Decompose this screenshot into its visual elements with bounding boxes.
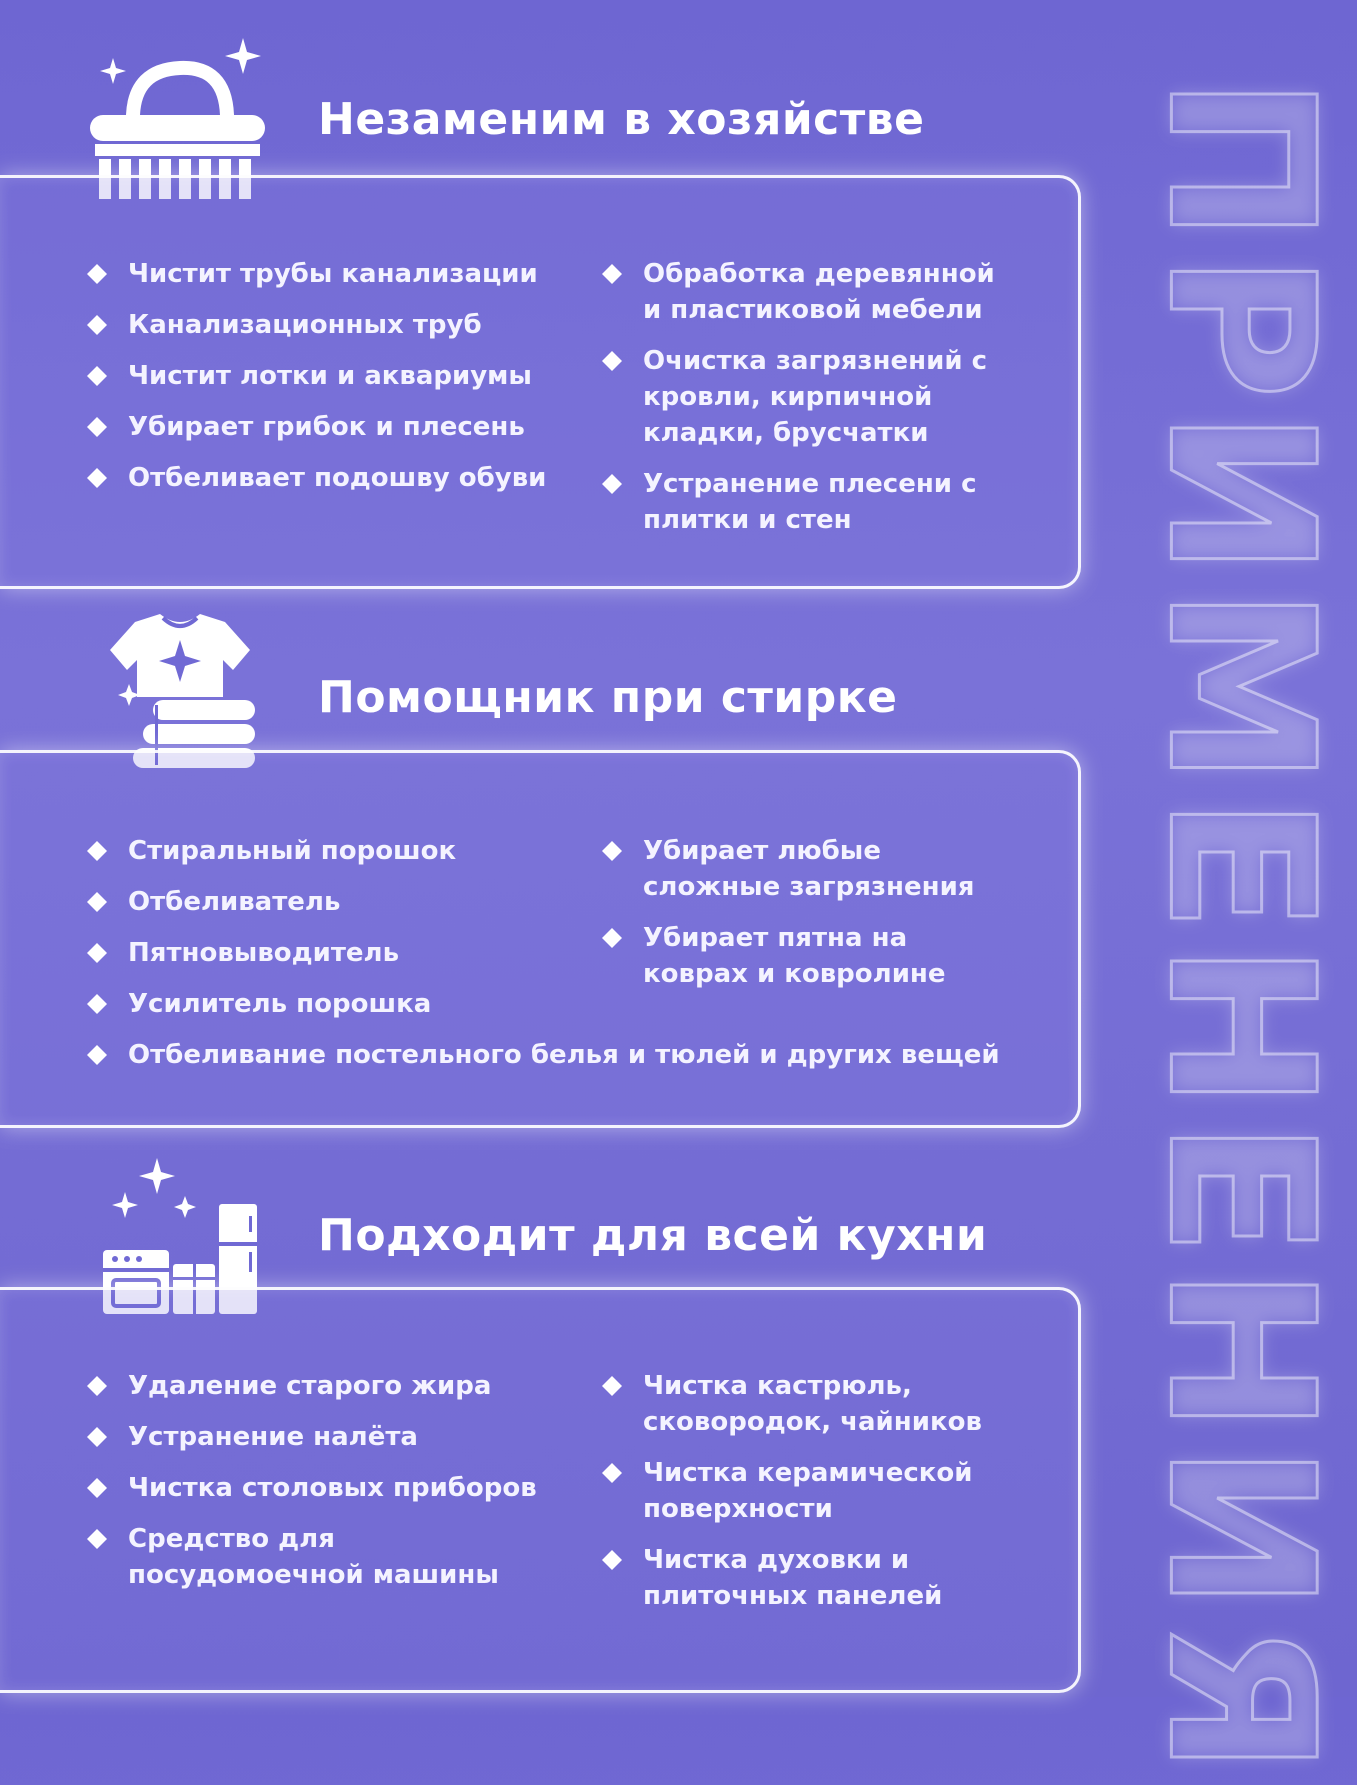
list-item: Пятновыводитель: [85, 935, 565, 971]
diamond-bullet-icon: [602, 264, 622, 284]
section-title: Незаменим в хозяйстве: [318, 94, 925, 145]
right-column: [600, 833, 1020, 1007]
left-column: [85, 256, 565, 511]
list-item: Канализационных труб: [85, 307, 565, 343]
vertical-decorative-word: [1123, 75, 1357, 1785]
left-column: [85, 1368, 565, 1608]
diamond-bullet-icon: [602, 1550, 622, 1570]
diamond-bullet-icon: [87, 943, 107, 963]
diamond-bullet-icon: [87, 264, 107, 284]
diamond-bullet-icon: [87, 1045, 107, 1065]
list-item: Чистит трубы канализации: [85, 256, 565, 292]
list-item: Средство для посудомоечной машины: [85, 1521, 508, 1593]
list-item: Чистка керамической поверхности: [600, 1455, 1020, 1527]
list-item: Убирает пятна на коврах и ковролине: [600, 920, 1020, 992]
diamond-bullet-icon: [87, 1376, 107, 1396]
section-title: Подходит для всей кухни: [318, 1210, 988, 1261]
diamond-bullet-icon: [87, 417, 107, 437]
diamond-bullet-icon: [87, 1427, 107, 1447]
list-item: Отбеливатель: [85, 884, 565, 920]
list-item: Удаление старого жира: [85, 1368, 565, 1404]
vertical-word-text: ПРИМЕНЕНИЯ: [1123, 75, 1357, 1785]
right-column: [600, 1368, 1020, 1629]
diamond-bullet-icon: [602, 841, 622, 861]
list-item: Устранение плесени с плитки и стен: [600, 466, 1020, 538]
list-item: Чистка столовых приборов: [85, 1470, 565, 1506]
diamond-bullet-icon: [87, 994, 107, 1014]
list-item: Усилитель порошка: [85, 986, 565, 1022]
diamond-bullet-icon: [602, 351, 622, 371]
list-item: Чистка духовки и плиточных панелей: [600, 1542, 1020, 1614]
diamond-bullet-icon: [87, 315, 107, 335]
right-column: [600, 256, 1020, 553]
wide-row: [85, 1037, 1045, 1088]
diamond-bullet-icon: [602, 1463, 622, 1483]
diamond-bullet-icon: [87, 892, 107, 912]
diamond-bullet-icon: [87, 841, 107, 861]
list-item: Убирает любые сложные загрязнения: [600, 833, 1020, 905]
clean-shirt-icon: [85, 612, 275, 772]
section-panel: [0, 175, 1081, 589]
list-item: Чистит лотки и аквариумы: [85, 358, 565, 394]
diamond-bullet-icon: [87, 1478, 107, 1498]
list-item: Очистка загрязнений с кровли, кирпичной кладки, брусчатки: [600, 343, 1020, 451]
list-item: Стиральный порошок: [85, 833, 565, 869]
diamond-bullet-icon: [602, 1376, 622, 1396]
section-title: Помощник при стирке: [318, 672, 898, 723]
scrub-brush-icon: [85, 30, 275, 190]
section-panel: [0, 1287, 1081, 1693]
diamond-bullet-icon: [87, 366, 107, 386]
list-item: Отбеливание постельного белья и тюлей и других вещей: [85, 1037, 1045, 1073]
list-item: Устранение налёта: [85, 1419, 565, 1455]
list-item: Чистка кастрюль, сковородок, чайников: [600, 1368, 1020, 1440]
diamond-bullet-icon: [602, 474, 622, 494]
list-item: Обработка деревянной и пластиковой мебели: [600, 256, 1020, 328]
list-item: Отбеливает подошву обуви: [85, 460, 565, 496]
diamond-bullet-icon: [87, 468, 107, 488]
section-panel: [0, 750, 1081, 1128]
list-item: Убирает грибок и плесень: [85, 409, 565, 445]
diamond-bullet-icon: [87, 1529, 107, 1549]
diamond-bullet-icon: [602, 928, 622, 948]
left-column: [85, 833, 565, 1037]
